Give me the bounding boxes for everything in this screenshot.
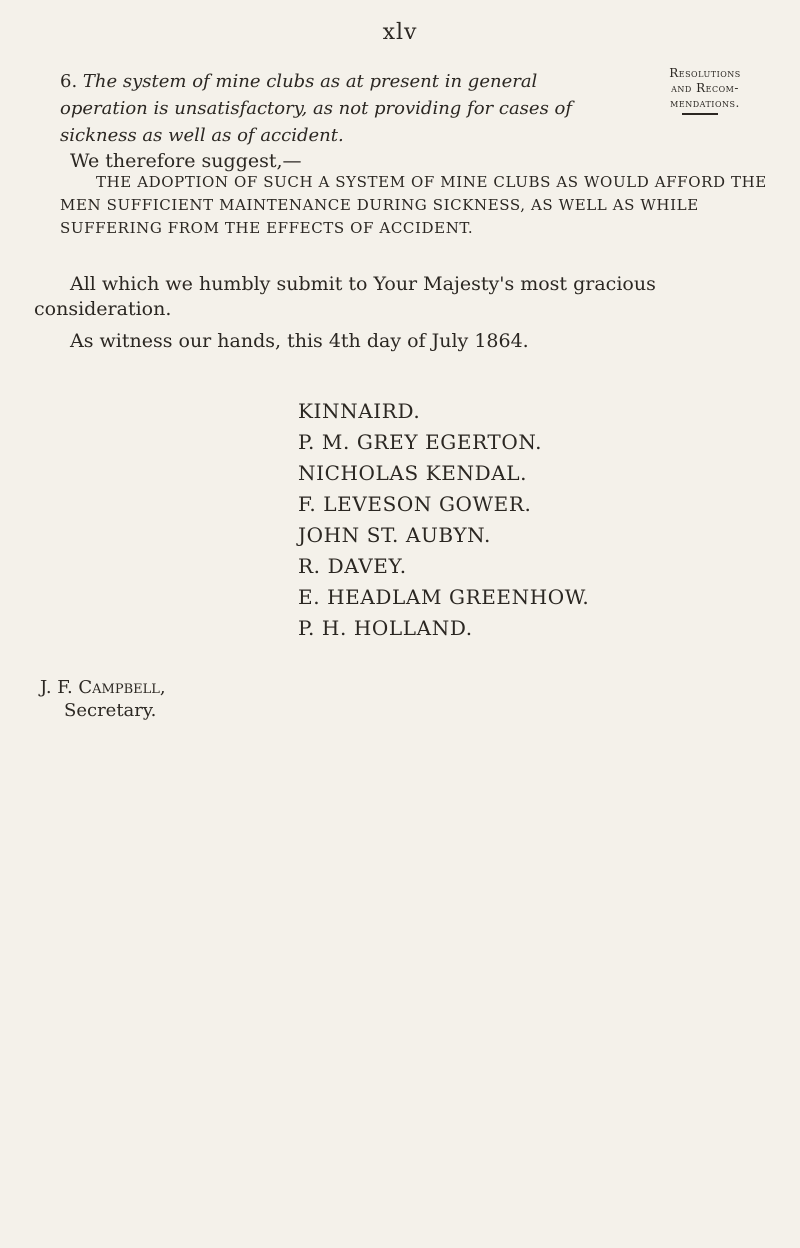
margin-note-line: mendations.: [670, 96, 740, 110]
signatory: P. M. GREY EGERTON.: [298, 430, 543, 454]
signatory: JOHN ST. AUBYN.: [298, 523, 491, 547]
witness-line: As witness our hands, this 4th day of July 1864.: [70, 330, 529, 352]
signatory: R. DAVEY.: [298, 554, 407, 578]
secretary-name: J. F. Campbell,: [40, 677, 166, 698]
suggestion-intro: We therefore suggest,—: [70, 150, 302, 172]
margin-note-line: Resolutions: [669, 66, 741, 80]
signatory: F. LEVESON GOWER.: [298, 492, 532, 516]
margin-rule: [682, 113, 718, 115]
page-number: xlv: [382, 20, 418, 45]
secretary-title: Secretary.: [64, 700, 157, 721]
margin-note-line: and Recom-: [671, 81, 739, 95]
signatory: KINNAIRD.: [298, 399, 421, 423]
paragraph-number: 6.: [60, 71, 78, 92]
submission-text: All which we humbly submit to Your Majesty's most gracious consideration.: [34, 273, 656, 320]
paragraph-6: [60, 68, 620, 149]
signatory: NICHOLAS KENDAL.: [298, 461, 528, 485]
secretary-signature: [40, 676, 166, 722]
signatory: E. HEADLAM GREENHOW.: [298, 585, 590, 609]
resolution-text: THE ADOPTION OF SUCH A SYSTEM OF MINE CLUBS AS WOULD AFFORD THE MEN SUFFICIENT MAINTENANCE DURING SICKNESS, AS WELL AS WHILE SUFFERING FROM THE EFFECTS OF ACCIDENT.: [60, 173, 767, 237]
margin-note: [620, 66, 790, 111]
signatory: P. H. HOLLAND.: [298, 616, 473, 640]
signatory-list: [298, 396, 589, 644]
paragraph-text: The system of mine clubs as at present in general operation is unsatisfactory, as not providing for cases of sickness as well as of accident.: [60, 71, 573, 146]
